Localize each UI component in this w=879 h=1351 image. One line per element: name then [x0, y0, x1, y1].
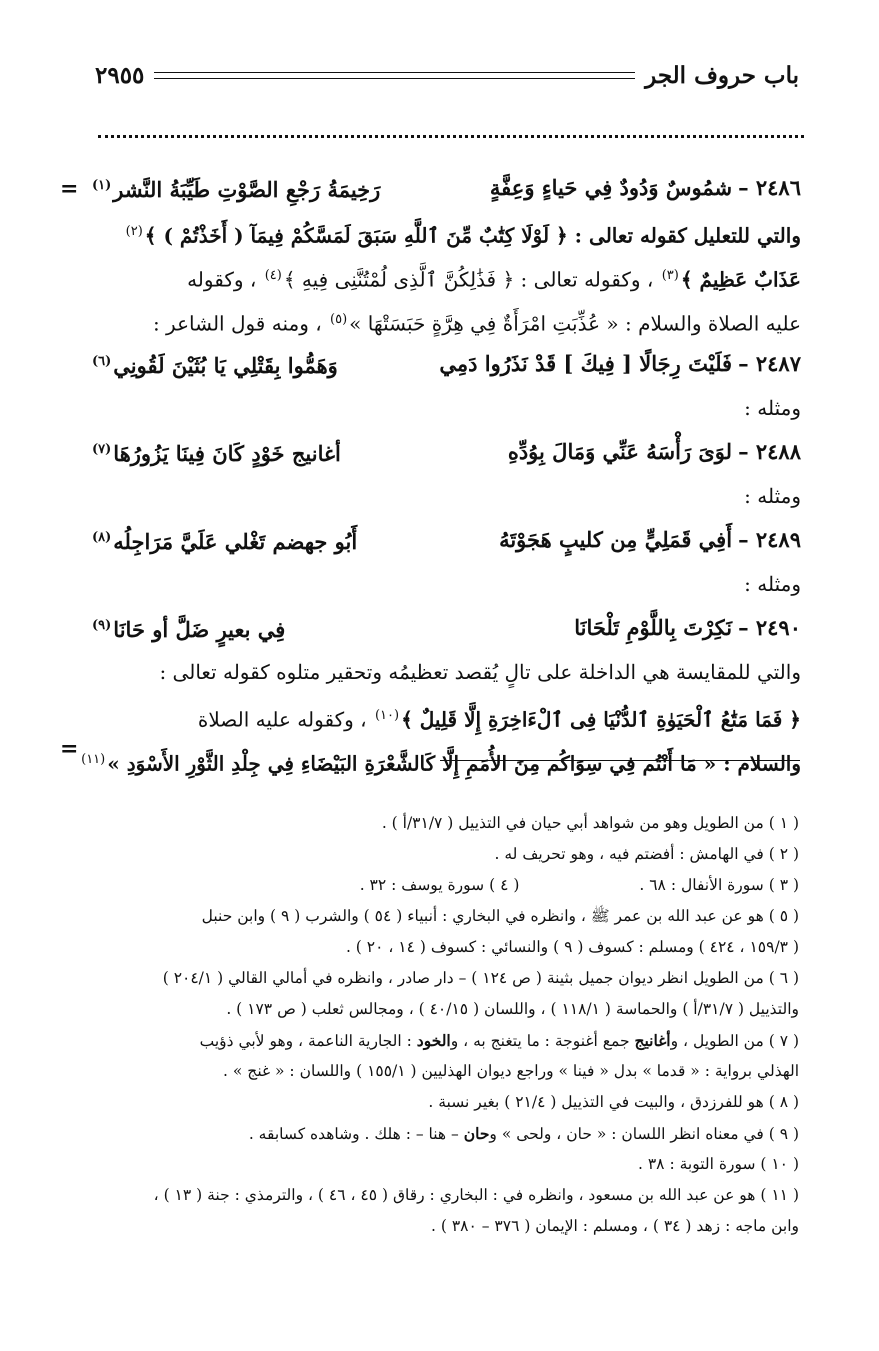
paragraph-line: ومثله :	[744, 396, 801, 420]
header-rule	[154, 72, 635, 79]
footnote-ref: (٢)	[125, 224, 143, 239]
verse-2487: ٢٤٨٧ –فَلَيْتَ رِجَالًا [ فِيكَ ] قَدْ نَذَرُوا دَمِي وَهَمُّوا بِقَتْلِي يَا بُثَيْنَ لَقُونِي$^{(٦)}$	[92, 351, 801, 378]
footnote-11-cont: وابن ماجه : زهد ( ٣٤ ) ، ومسلم : الإيمان ( ٣٧٦ – ٣٨٠ ) .	[431, 1217, 799, 1235]
footnote-7-cont: الهذلي برواية : « قدما » بدل « فينا » وراجع ديوان الهذليين ( ١٥٥/١ ) واللسان : « غنج » .	[223, 1062, 799, 1080]
footnote-ref: (١)	[92, 178, 112, 193]
footnote-10: ( ١٠ ) سورة التوبة : ٣٨ .	[638, 1155, 799, 1173]
footnote-1: ( ١ ) من الطويل وهو من شواهد أبي حيان في التذييل ( ٣١/٧/أ ) .	[381, 814, 799, 832]
footnote-3-4	[92, 870, 799, 901]
paragraph-line: والسلام : « مَا أَنْتُم فِي سِوَاكُم مِنَ الأُمَمِ إِلَّا كَالشَّعْرَةِ البَيْضَاءِ فِي جِلْدِ الثَّوْرِ الأَسْوَدِ »$^{(١١)}$	[81, 751, 801, 776]
footnote-3: ( ٣ ) سورة الأنفال : ٦٨ .	[639, 876, 799, 894]
footnote-4: ( ٤ ) سورة يوسف : ٣٢ .	[359, 876, 520, 894]
paragraph-line: عليه الصلاة والسلام : « عُذِّبَتِ امْرَأَةٌ فِي هِرَّةٍ حَبَسَتْهَا »$^{(٥)}$ ، ومنه قول الشاعر :	[152, 311, 801, 336]
hemistich-2: رَخِيمَةُ رَجْعِ الصَّوْتِ طَيِّبَةُ النَّشر	[113, 177, 381, 202]
main-text	[81, 166, 801, 782]
paragraph-line: ومثله :	[744, 484, 801, 508]
running-header	[95, 58, 799, 92]
paragraph-line: والتي للتعليل كقوله تعالى : ﴿ لَوْلَا كِتَٰبٌ مِّنَ ٱللَّهِ سَبَقَ لَمَسَّكُمْ فِيمَآ ( أَخَذْتُمْ ) ﴾$^{(٢)}$	[125, 223, 801, 248]
continuation-mark-top: =	[60, 176, 79, 202]
paragraph-line: والتي للمقايسة هي الداخلة على تالٍ يُقصد تعظيمُه وتحقير متلوه كقوله تعالى :	[159, 660, 801, 684]
page-number: ٢٩٥٥	[95, 61, 145, 89]
paragraph-line: عَذَابٌ عَظِيمٌ ﴾$^{(٣)}$ ، وكقوله تعالى : ﴿ فَذَٰلِكُنَّ ٱلَّذِى لُمْتُنَّنِى فِيهِ ﴾$^{(٤)}$ ، وكقوله	[187, 267, 801, 292]
footnote-11: ( ١١ ) هو عن عبد الله بن مسعود ، وانظره في : البخاري : رقاق ( ٤٥ ، ٤٦ ) ، والترمذي : جنة ( ١٣ ) ،	[153, 1186, 799, 1204]
verse-2488: ٢٤٨٨ –لوَىَ رَأْسَهُ عَنِّي وَمَالَ بِوُدِّهِ أغانيج خَوْدٍ كَانَ فِينَا يَزُورُهَا$^{(٧)}$	[92, 439, 801, 466]
footnotes	[92, 808, 799, 1242]
hemistich-1: شمُوسٌ وَدُودٌ فِي حَياءٍ وَعِفَّةٍ	[489, 175, 733, 200]
paragraph-line: ﴿ فَمَا مَتَٰعُ ٱلْحَيَوٰةِ ٱلدُّنْيَا فِى ٱلْءَاخِرَةِ إِلَّا قَلِيلٌ ﴾$^{(١٠)}$ ، وكقوله عليه الصلاة	[197, 707, 801, 732]
dotted-divider	[98, 127, 804, 138]
verse-2486: ٢٤٨٦ –شمُوسٌ وَدُودٌ فِي حَياءٍ وَعِفَّةٍ رَخِيمَةُ رَجْعِ الصَّوْتِ طَيِّبَةُ النَّشر$^{(١)}$	[92, 175, 801, 202]
footnote-9: ( ٩ ) في معناه انظر اللسان : « حان ، ولحى » وحان – هنا – : هلك . وشاهده كسابقه .	[248, 1124, 799, 1143]
chapter-title: باب حروف الجر	[645, 61, 799, 89]
footnote-6: ( ٦ ) من الطويل انظر ديوان جميل بثينة ( ص ١٢٤ ) – دار صادر ، وانظره في أمالي القالي ( ٢٠٤/١ )	[162, 969, 799, 987]
footnote-2: ( ٢ ) في الهامش : أفضتم فيه ، وهو تحريف له .	[494, 845, 799, 863]
paragraph-line: ومثله :	[744, 572, 801, 596]
footnote-8: ( ٨ ) هو للفرزدق ، والبيت في التذييل ( ٢١/٤ ) بغير نسبة .	[428, 1093, 799, 1111]
footnote-5: ( ٥ ) هو عن عبد الله بن عمر ﷺ ، وانظره في البخاري : أنبياء ( ٥٤ ) والشرب ( ٩ ) وابن حنبل	[201, 907, 799, 925]
footnote-5-cont: ( ١٥٩/٣ ، ٤٢٤ ) ومسلم : كسوف ( ٩ ) والنسائي : كسوف ( ١٤ ، ٢٠ ) .	[345, 938, 799, 956]
footnote-7: ( ٧ ) من الطويل ، وأغانيج جمع أغنوجة : ما يتغنج به ، والخود : الجارية الناعمة ، وهو لأبي ذؤيب	[199, 1031, 799, 1050]
continuation-mark-bottom: =	[60, 736, 79, 762]
footnote-separator	[440, 760, 800, 761]
verse-2490: ٢٤٩٠ –نَكِرْتَ بِاللَّوْمِ تَلْحَانَا فِي بعيرٍ ضَلَّ أو حَانَا$^{(٩)}$	[92, 615, 801, 642]
footnote-6-cont: والتذييل ( ٣١/٧/أ ) والحماسة ( ١١٨/١ ) ، واللسان ( ٤٠/١٥ ) ، ومجالس ثعلب ( ص ١٧٣ ) .	[226, 1000, 799, 1018]
verse-2489: ٢٤٨٩ –أَفِي قَمَلِيٍّ مِن كليبٍ هَجَوْتَهُ أَبُو جهضم تَغْلي عَلَيَّ مَرَاجِلُه$^{(٨)}$	[92, 527, 801, 554]
